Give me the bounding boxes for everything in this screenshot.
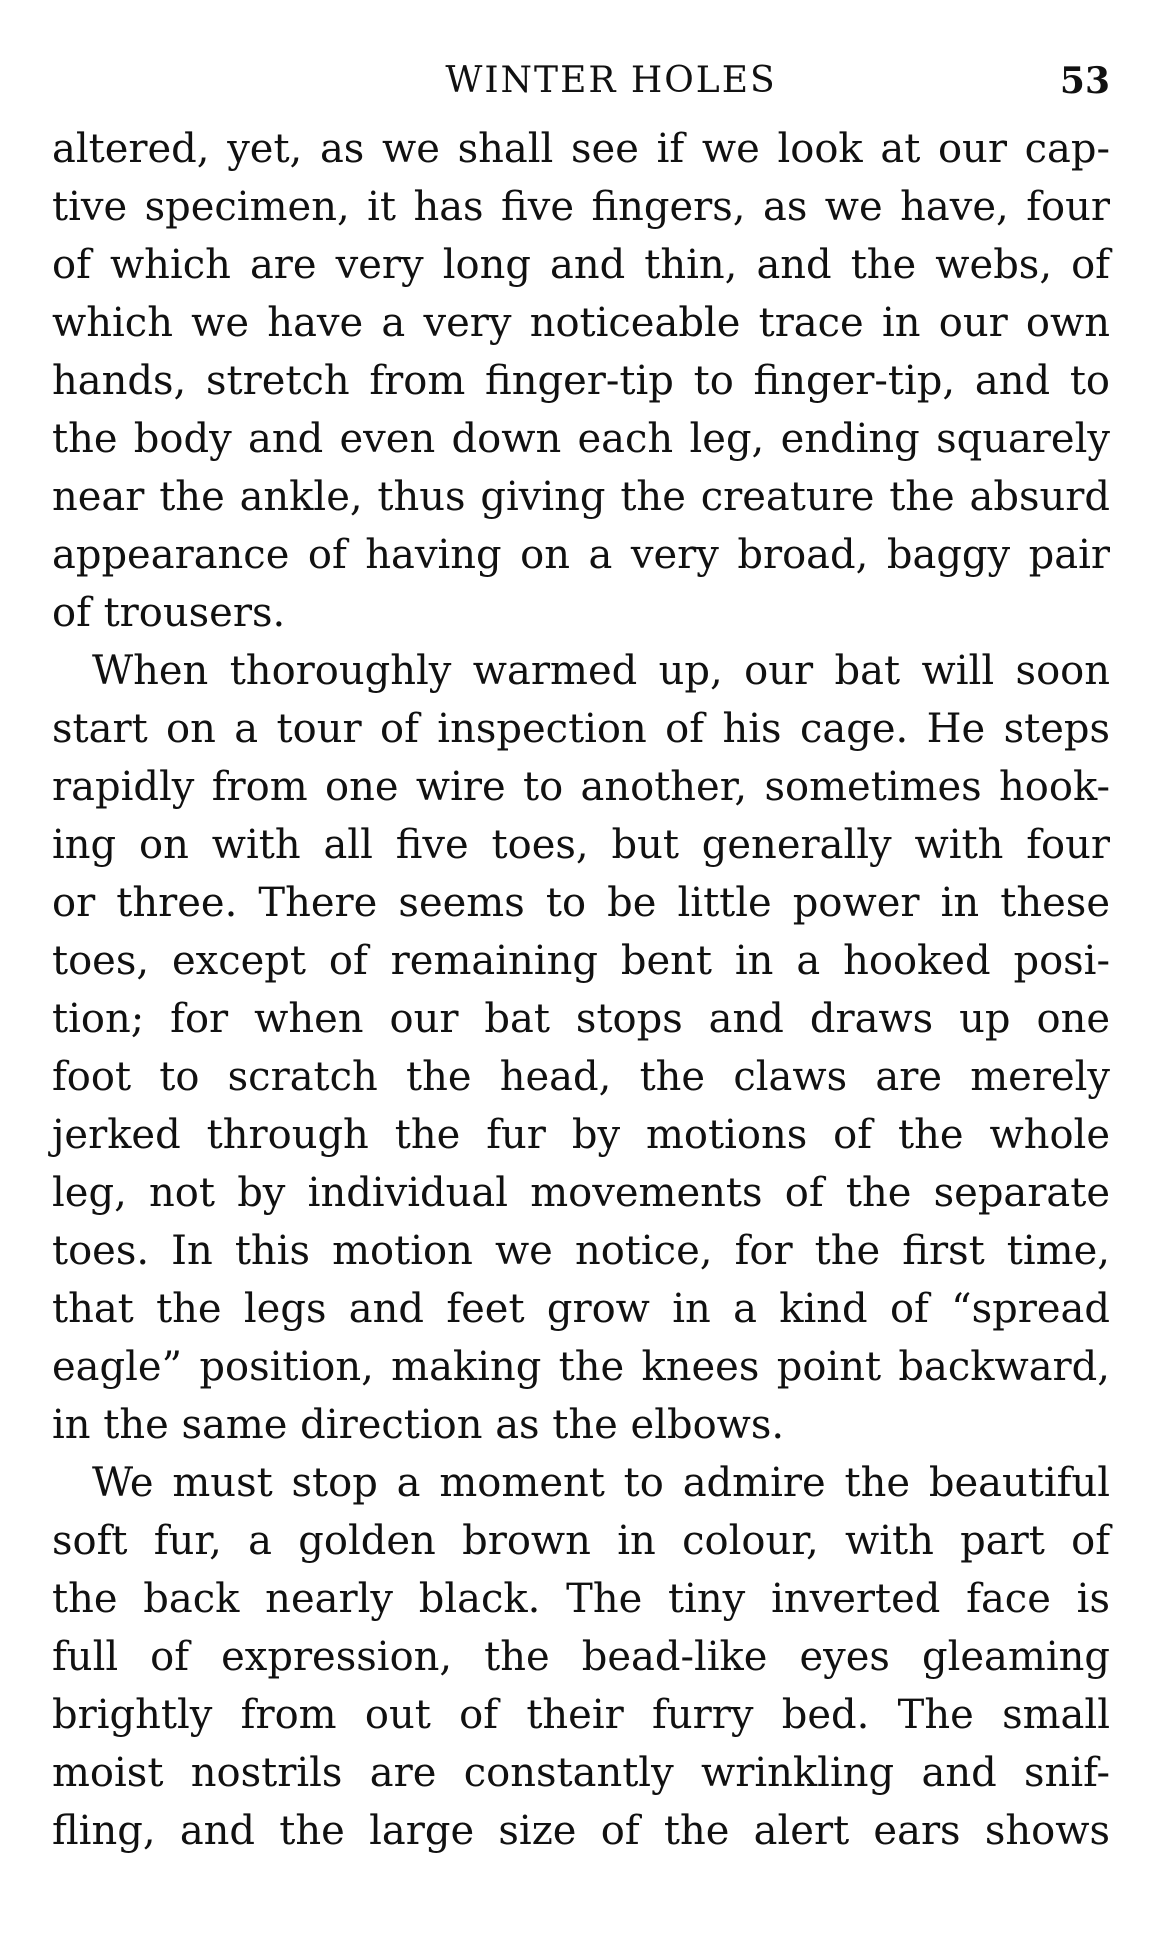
text-line: appearance of having on a very broad, baggy pair [52,532,1110,578]
paragraph-1 [52,120,1110,642]
text-line: soft fur, a golden brown in colour, with part of [52,1518,1110,1564]
text-line: brightly from out of their furry bed. The small [52,1692,1110,1738]
text-line: jerked through the fur by motions of the whole [52,1112,1110,1158]
text-line: hands, stretch from finger-tip to finger-tip, and to [52,358,1110,404]
paragraph-3 [52,1454,1110,1860]
text-line: toes. In this motion we notice, for the first time, [52,1228,1110,1274]
text-line: rapidly from one wire to another, sometimes hook- [52,764,1110,810]
text-line: tive specimen, it has five fingers, as we have, four [52,184,1110,230]
text-line: that the legs and feet grow in a kind of “spread [52,1286,1110,1332]
text-line: start on a tour of inspection of his cage. He steps [52,706,1110,752]
running-head [52,60,1110,120]
text-line: which we have a very noticeable trace in our own [52,300,1110,346]
page-number: 53 [1059,60,1110,102]
text-line: altered, yet, as we shall see if we look at our cap- [52,126,1110,172]
text-line: ing on with all five toes, but generally with four [52,822,1110,868]
text-line: the back nearly black. The tiny inverted face is [52,1576,1110,1622]
text-line: We must stop a moment to admire the beautiful [92,1460,1110,1506]
paragraph-2 [52,642,1110,1454]
text-line: moist nostrils are constantly wrinkling and snif- [52,1750,1110,1796]
book-page [52,60,1110,1860]
text-line: toes, except of remaining bent in a hooked posi- [52,938,1110,984]
text-line: foot to scratch the head, the claws are merely [52,1054,1110,1100]
running-title: WINTER HOLES [445,60,777,101]
text-line: of trousers. [52,590,286,636]
text-line: the body and even down each leg, ending squarely [52,416,1110,462]
text-line: When thoroughly warmed up, our bat will soon [92,648,1110,694]
text-line: fling, and the large size of the alert ears shows [52,1808,1110,1854]
text-line: tion; for when our bat stops and draws up one [52,996,1110,1042]
text-line: in the same direction as the elbows. [52,1402,785,1448]
text-line: or three. There seems to be little power in these [52,880,1110,926]
text-line: full of expression, the bead-like eyes gleaming [52,1634,1110,1680]
text-line: of which are very long and thin, and the webs, of [52,242,1110,288]
text-line: leg, not by individual movements of the separate [52,1170,1110,1216]
text-line: near the ankle, thus giving the creature the absurd [52,474,1110,520]
text-line: eagle” position, making the knees point backward, [52,1344,1110,1390]
